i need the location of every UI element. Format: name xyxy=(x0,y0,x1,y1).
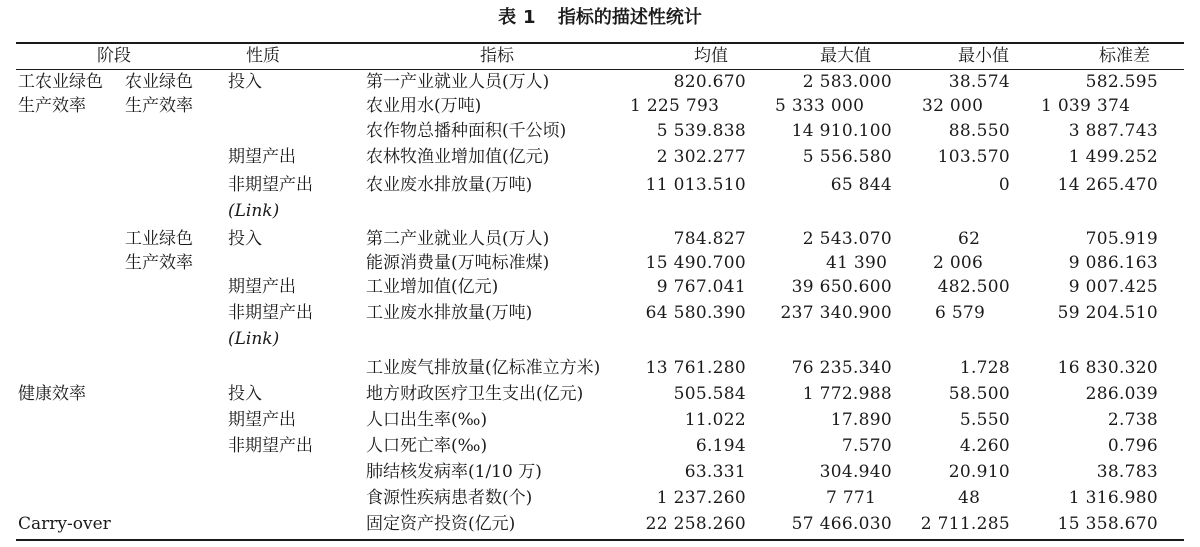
sd-cell: 3 887.743 xyxy=(1068,121,1158,141)
mean-cell: 505.584 xyxy=(673,384,746,404)
indicator-cell: 工业废水排放量(万吨) xyxy=(366,303,533,323)
sd-cell: 1 499.252 xyxy=(1068,147,1158,167)
min-cell: 88.550 xyxy=(948,121,1010,141)
mean-cell: 9 767.041 xyxy=(656,277,746,297)
mean-cell: 13 761.280 xyxy=(645,358,746,378)
nature-health-desired: 期望产出 xyxy=(228,410,296,430)
max-cell: 7.570 xyxy=(841,436,892,456)
mean-cell: 784.827 xyxy=(673,229,746,249)
top-rule xyxy=(16,42,1184,44)
sd-cell: 38.783 xyxy=(1096,462,1158,482)
mean-cell: 15 490.700 xyxy=(645,253,746,273)
sd-cell: 16 830.320 xyxy=(1057,358,1158,378)
bottom-rule xyxy=(16,539,1184,541)
nature-industry-desired: 期望产出 xyxy=(228,277,296,297)
group-industry-green-line2: 生产效率 xyxy=(125,253,193,273)
mean-cell: 5 539.838 xyxy=(656,121,746,141)
sd-cell: 9 086.163 xyxy=(1068,253,1158,273)
max-cell: 2 543.070 xyxy=(802,229,892,249)
min-cell: 1.728 xyxy=(959,358,1010,378)
max-cell: 57 466.030 xyxy=(791,514,892,534)
header-max: 最大值 xyxy=(820,46,871,66)
min-cell: 2 006 xyxy=(933,253,984,273)
indicator-cell: 食源性疾病患者数(个) xyxy=(366,488,533,508)
max-cell: 5 556.580 xyxy=(802,147,892,167)
sd-cell: 705.919 xyxy=(1085,229,1158,249)
sd-cell: 1 039 374 xyxy=(1041,96,1131,116)
nature-agri-input: 投入 xyxy=(228,72,262,92)
sd-cell: 582.595 xyxy=(1085,72,1158,92)
nature-agri-undesired: 非期望产出 xyxy=(228,175,313,195)
mean-cell: 11 013.510 xyxy=(645,175,746,195)
nature-agri-link: (Link) xyxy=(228,201,280,221)
max-cell: 304.940 xyxy=(819,462,892,482)
min-cell: 103.570 xyxy=(937,147,1010,167)
nature-health-undesired: 非期望产出 xyxy=(228,436,313,456)
indicator-cell: 固定资产投资(亿元) xyxy=(366,514,516,534)
max-cell: 7 771 xyxy=(826,488,877,508)
max-cell: 17.890 xyxy=(830,410,892,430)
max-cell: 5 333 000 xyxy=(775,96,865,116)
mean-cell: 63.331 xyxy=(684,462,746,482)
nature-industry-input: 投入 xyxy=(228,229,262,249)
table-caption: 指标的描述性统计 xyxy=(557,7,702,28)
sd-cell: 0.796 xyxy=(1107,436,1158,456)
group-industrial-agri-line1: 工农业绿色 xyxy=(18,72,103,92)
indicator-cell: 第二产业就业人员(万人) xyxy=(366,229,550,249)
indicator-cell: 能源消费量(万吨标准煤) xyxy=(366,253,550,273)
indicator-cell: 农业用水(万吨) xyxy=(366,96,482,116)
header-sd: 标准差 xyxy=(1099,46,1150,66)
group-agri-green-line2: 生产效率 xyxy=(125,96,193,116)
table-number: 表 1 xyxy=(498,7,536,28)
sd-cell: 14 265.470 xyxy=(1057,175,1158,195)
min-cell: 2 711.285 xyxy=(920,514,1010,534)
nature-industry-undesired: 非期望产出 xyxy=(228,303,313,323)
header-indicator: 指标 xyxy=(480,46,514,66)
max-cell: 65 844 xyxy=(830,175,892,195)
sd-cell: 15 358.670 xyxy=(1057,514,1158,534)
indicator-cell: 农业废水排放量(万吨) xyxy=(366,175,533,195)
max-cell: 41 390 xyxy=(826,253,888,273)
group-carry-over: Carry-over xyxy=(18,514,111,534)
indicator-cell: 肺结核发病率(1/10 万) xyxy=(366,462,542,482)
group-health-efficiency: 健康效率 xyxy=(18,384,86,404)
max-cell: 39 650.600 xyxy=(791,277,892,297)
min-cell: 0 xyxy=(998,175,1010,195)
header-min: 最小值 xyxy=(958,46,1009,66)
header-nature: 性质 xyxy=(246,46,280,66)
sd-cell: 1 316.980 xyxy=(1068,488,1158,508)
mean-cell: 64 580.390 xyxy=(645,303,746,323)
mean-cell: 1 237.260 xyxy=(656,488,746,508)
max-cell: 1 772.988 xyxy=(802,384,892,404)
mean-cell: 2 302.277 xyxy=(656,147,746,167)
table-title xyxy=(0,6,1200,30)
mean-cell: 6.194 xyxy=(695,436,746,456)
group-industrial-agri-line2: 生产效率 xyxy=(18,96,86,116)
nature-agri-desired: 期望产出 xyxy=(228,147,296,167)
group-industry-green-line1: 工业绿色 xyxy=(125,229,193,249)
indicator-cell: 农林牧渔业增加值(亿元) xyxy=(366,147,550,167)
sd-cell: 2.738 xyxy=(1107,410,1158,430)
indicator-cell: 工业废气排放量(亿标准立方米) xyxy=(366,358,601,378)
sd-cell: 9 007.425 xyxy=(1068,277,1158,297)
max-cell: 14 910.100 xyxy=(791,121,892,141)
min-cell: 62 xyxy=(958,229,981,249)
min-cell: 4.260 xyxy=(959,436,1010,456)
indicator-cell: 地方财政医疗卫生支出(亿元) xyxy=(366,384,584,404)
min-cell: 48 xyxy=(958,488,981,508)
indicator-cell: 第一产业就业人员(万人) xyxy=(366,72,550,92)
mean-cell: 22 258.260 xyxy=(645,514,746,534)
max-cell: 237 340.900 xyxy=(780,303,892,323)
min-cell: 38.574 xyxy=(948,72,1010,92)
min-cell: 5.550 xyxy=(959,410,1010,430)
header-rule xyxy=(16,69,1184,70)
indicator-cell: 工业增加值(亿元) xyxy=(366,277,499,297)
indicator-cell: 人口出生率(‰) xyxy=(366,410,488,430)
mean-cell: 820.670 xyxy=(673,72,746,92)
max-cell: 2 583.000 xyxy=(802,72,892,92)
indicator-cell: 人口死亡率(‰) xyxy=(366,436,488,456)
min-cell: 32 000 xyxy=(922,96,984,116)
header-mean: 均值 xyxy=(694,46,728,66)
sd-cell: 286.039 xyxy=(1085,384,1158,404)
nature-industry-link: (Link) xyxy=(228,329,280,349)
sd-cell: 59 204.510 xyxy=(1057,303,1158,323)
nature-health-input: 投入 xyxy=(228,384,262,404)
mean-cell: 11.022 xyxy=(684,410,746,430)
indicator-cell: 农作物总播种面积(千公顷) xyxy=(366,121,567,141)
max-cell: 76 235.340 xyxy=(791,358,892,378)
min-cell: 58.500 xyxy=(948,384,1010,404)
min-cell: 20.910 xyxy=(948,462,1010,482)
group-agri-green-line1: 农业绿色 xyxy=(125,72,193,92)
mean-cell: 1 225 793 xyxy=(630,96,720,116)
min-cell: 482.500 xyxy=(937,277,1010,297)
min-cell: 6 579 xyxy=(935,303,986,323)
header-stage: 阶段 xyxy=(97,46,131,66)
